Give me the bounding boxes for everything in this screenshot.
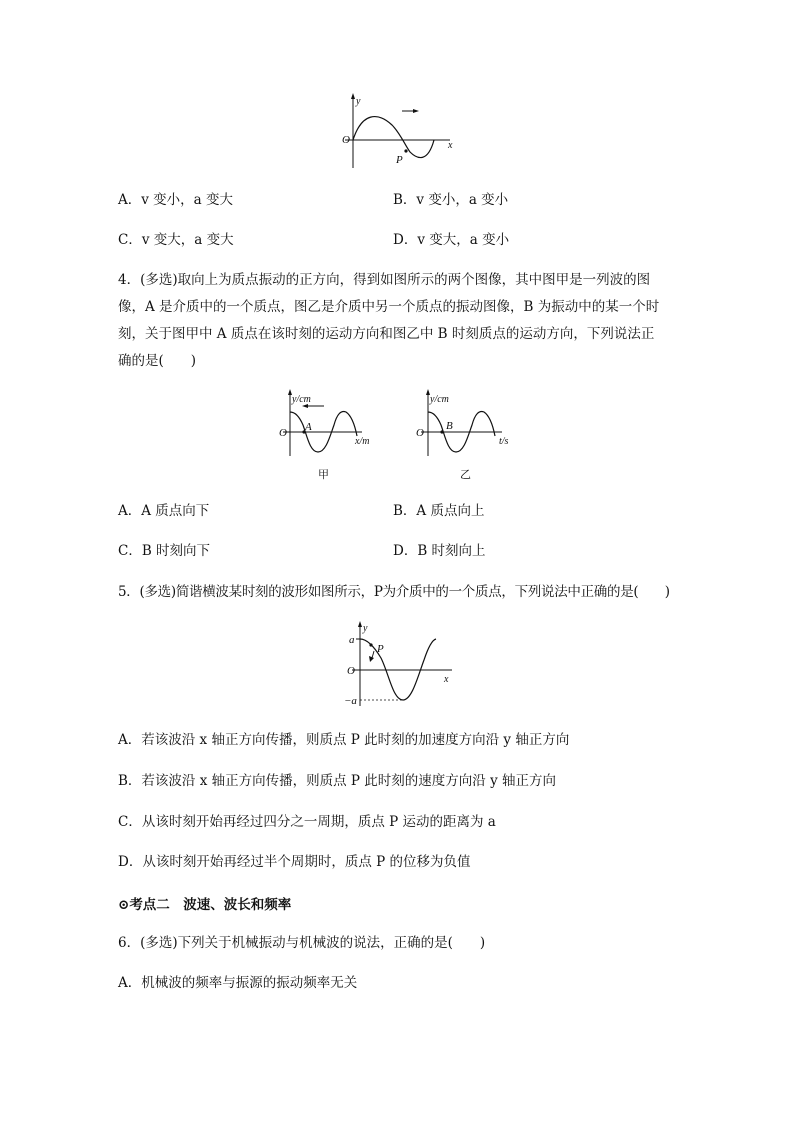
q5-neg-a-label: −a (344, 695, 357, 707)
fig1-y-label: y (356, 96, 361, 107)
jia-caption: 甲 (318, 469, 329, 481)
section-title: 考点二 波速、波长和频率 (129, 897, 292, 913)
jia-origin-label: O (279, 427, 287, 439)
q4-stem-line-3: 刻，关于图甲中 A 质点在该时刻的运动方向和图乙中 B 时刻质点的运动方向，下列说法正 (118, 326, 655, 342)
q5-y-label: y (363, 623, 368, 634)
fig1-origin-label: O (342, 134, 350, 146)
q5-option-d[interactable]: D．从该时刻开始再经过半个周期时，质点 P 的位移为负值 (118, 854, 471, 870)
q4-stem-line-2: 像，A 是介质中的一个质点，图乙是介质中另一个质点的振动图像，B 为振动中的某一个时 (118, 299, 660, 315)
q5-option-c[interactable]: C．从该时刻开始再经过四分之一周期，质点 P 运动的距离为 a (118, 814, 496, 830)
yi-caption: 乙 (460, 469, 471, 481)
q4-option-d[interactable]: D．B 时刻向上 (393, 543, 486, 559)
q3-option-d[interactable]: D．v 变大，a 变小 (393, 232, 510, 248)
q3-option-c[interactable]: C．v 变大，a 变大 (118, 232, 234, 248)
fig1-p-label: P (396, 154, 403, 166)
yi-origin-label: O (416, 427, 424, 439)
q4-option-b[interactable]: B．A 质点向上 (393, 503, 485, 519)
q3-option-a[interactable]: A．v 变小，a 变大 (118, 192, 234, 208)
jia-x-label: x/m (355, 436, 370, 447)
q5-option-a[interactable]: A．若该波沿 x 轴正方向传播，则质点 P 此时刻的加速度方向沿 y 轴正方向 (118, 732, 570, 748)
q5-origin-label: O (347, 665, 355, 677)
q4-stem-line-1: 4．(多选)取向上为质点振动的正方向，得到如图所示的两个图像，其中图甲是一列波的图 (118, 272, 651, 288)
fig1-x-label: x (448, 140, 453, 151)
yi-y-label: y/cm (430, 394, 449, 405)
q5-p-label: P (377, 643, 384, 655)
yi-t-label: t/s (499, 436, 509, 447)
q5-stem: 5．(多选)简谐横波某时刻的波形如图所示，P为介质中的一个质点，下列说法中正确的是( ) (118, 584, 670, 600)
q6-stem: 6．(多选)下列关于机械振动与机械波的说法，正确的是( ) (118, 935, 486, 951)
section-heading (118, 893, 291, 913)
q4-stem-line-4: 确的是( ) (118, 353, 197, 369)
q6-option-a[interactable]: A．机械波的频率与振源的振动频率无关 (118, 975, 358, 991)
q4-option-a[interactable]: A．A 质点向下 (118, 503, 210, 519)
q5-option-b[interactable]: B．若该波沿 x 轴正方向传播，则质点 P 此时刻的速度方向沿 y 轴正方向 (118, 773, 556, 789)
q3-option-b[interactable]: B．v 变小，a 变小 (393, 192, 509, 208)
q5-x-label: x (444, 674, 449, 685)
q5-a-label: a (349, 634, 355, 646)
yi-b-label: B (446, 420, 453, 432)
jia-a-label: A (305, 421, 312, 433)
target-icon: ⊙ (118, 897, 130, 913)
q4-option-c[interactable]: C．B 时刻向下 (118, 543, 211, 559)
jia-y-label: y/cm (292, 394, 311, 405)
